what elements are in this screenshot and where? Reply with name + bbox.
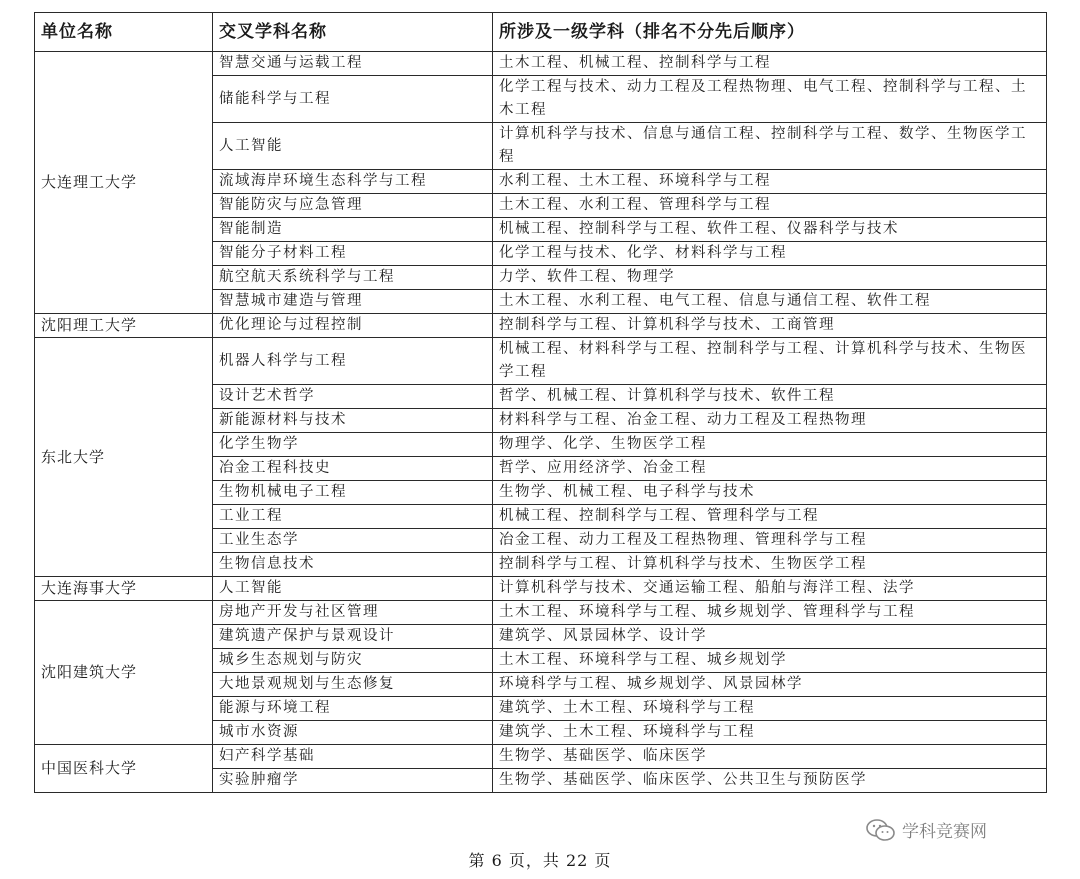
discipline-name-cell: 机器人科学与工程: [213, 338, 493, 385]
related-subjects-cell: 计算机科学与技术、交通运输工程、船舶与海洋工程、法学: [493, 577, 1047, 601]
discipline-name-cell: 建筑遗产保护与景观设计: [213, 625, 493, 649]
unit-name-cell: 大连理工大学: [35, 52, 213, 314]
table-row: [35, 601, 1047, 625]
header-related-subjects: 所涉及一级学科（排名不分先后顺序）: [493, 13, 1047, 52]
related-subjects-cell: 化学工程与技术、化学、材料科学与工程: [493, 242, 1047, 266]
table-row: [35, 745, 1047, 769]
related-subjects-cell: 化学工程与技术、动力工程及工程热物理、电气工程、控制科学与工程、土木工程: [493, 76, 1047, 123]
related-subjects-cell: 土木工程、环境科学与工程、城乡规划学、管理科学与工程: [493, 601, 1047, 625]
related-subjects-cell: 生物学、基础医学、临床医学: [493, 745, 1047, 769]
watermark: [866, 817, 987, 842]
discipline-name-cell: 实验肿瘤学: [213, 769, 493, 793]
wechat-icon: [866, 818, 896, 842]
related-subjects-cell: 机械工程、控制科学与工程、管理科学与工程: [493, 505, 1047, 529]
related-subjects-cell: 控制科学与工程、计算机科学与技术、工商管理: [493, 314, 1047, 338]
related-subjects-cell: 土木工程、环境科学与工程、城乡规划学: [493, 649, 1047, 673]
unit-name-cell: 沈阳理工大学: [35, 314, 213, 338]
table-row: [35, 577, 1047, 601]
related-subjects-cell: 土木工程、水利工程、电气工程、信息与通信工程、软件工程: [493, 290, 1047, 314]
header-discipline-name: 交叉学科名称: [213, 13, 493, 52]
discipline-name-cell: 人工智能: [213, 577, 493, 601]
disciplines-table: [34, 12, 1047, 793]
related-subjects-cell: 环境科学与工程、城乡规划学、风景园林学: [493, 673, 1047, 697]
discipline-name-cell: 工业工程: [213, 505, 493, 529]
discipline-name-cell: 化学生物学: [213, 433, 493, 457]
related-subjects-cell: 建筑学、风景园林学、设计学: [493, 625, 1047, 649]
discipline-name-cell: 设计艺术哲学: [213, 385, 493, 409]
page-footer: 第 6 页，共 22 页: [468, 851, 612, 870]
related-subjects-cell: 哲学、机械工程、计算机科学与技术、软件工程: [493, 385, 1047, 409]
discipline-name-cell: 冶金工程科技史: [213, 457, 493, 481]
discipline-name-cell: 生物机械电子工程: [213, 481, 493, 505]
unit-name-cell: 中国医科大学: [35, 745, 213, 793]
discipline-name-cell: 智慧城市建造与管理: [213, 290, 493, 314]
discipline-name-cell: 生物信息技术: [213, 553, 493, 577]
related-subjects-cell: 建筑学、土木工程、环境科学与工程: [493, 697, 1047, 721]
table-row: [35, 52, 1047, 76]
related-subjects-cell: 建筑学、土木工程、环境科学与工程: [493, 721, 1047, 745]
discipline-name-cell: 优化理论与过程控制: [213, 314, 493, 338]
discipline-name-cell: 新能源材料与技术: [213, 409, 493, 433]
discipline-name-cell: 工业生态学: [213, 529, 493, 553]
related-subjects-cell: 土木工程、水利工程、管理科学与工程: [493, 194, 1047, 218]
unit-name-cell: 东北大学: [35, 338, 213, 577]
discipline-name-cell: 能源与环境工程: [213, 697, 493, 721]
discipline-name-cell: 智能制造: [213, 218, 493, 242]
related-subjects-cell: 机械工程、材料科学与工程、控制科学与工程、计算机科学与技术、生物医学工程: [493, 338, 1047, 385]
related-subjects-cell: 冶金工程、动力工程及工程热物理、管理科学与工程: [493, 529, 1047, 553]
watermark-text: 学科竞赛网: [902, 822, 987, 842]
related-subjects-cell: 生物学、机械工程、电子科学与技术: [493, 481, 1047, 505]
discipline-name-cell: 储能科学与工程: [213, 76, 493, 123]
unit-name-cell: 大连海事大学: [35, 577, 213, 601]
discipline-name-cell: 流域海岸环境生态科学与工程: [213, 170, 493, 194]
discipline-name-cell: 智能分子材料工程: [213, 242, 493, 266]
related-subjects-cell: 水利工程、土木工程、环境科学与工程: [493, 170, 1047, 194]
table-row: [35, 314, 1047, 338]
related-subjects-cell: 土木工程、机械工程、控制科学与工程: [493, 52, 1047, 76]
discipline-name-cell: 大地景观规划与生态修复: [213, 673, 493, 697]
related-subjects-cell: 控制科学与工程、计算机科学与技术、生物医学工程: [493, 553, 1047, 577]
related-subjects-cell: 材料科学与工程、冶金工程、动力工程及工程热物理: [493, 409, 1047, 433]
table-header-row: [35, 13, 1047, 52]
discipline-name-cell: 航空航天系统科学与工程: [213, 266, 493, 290]
related-subjects-cell: 哲学、应用经济学、冶金工程: [493, 457, 1047, 481]
discipline-name-cell: 妇产科学基础: [213, 745, 493, 769]
related-subjects-cell: 力学、软件工程、物理学: [493, 266, 1047, 290]
header-unit-name: 单位名称: [35, 13, 213, 52]
discipline-name-cell: 智能防灾与应急管理: [213, 194, 493, 218]
discipline-name-cell: 房地产开发与社区管理: [213, 601, 493, 625]
related-subjects-cell: 机械工程、控制科学与工程、软件工程、仪器科学与技术: [493, 218, 1047, 242]
related-subjects-cell: 计算机科学与技术、信息与通信工程、控制科学与工程、数学、生物医学工程: [493, 123, 1047, 170]
discipline-name-cell: 人工智能: [213, 123, 493, 170]
discipline-name-cell: 城市水资源: [213, 721, 493, 745]
discipline-name-cell: 城乡生态规划与防灾: [213, 649, 493, 673]
unit-name-cell: 沈阳建筑大学: [35, 601, 213, 745]
related-subjects-cell: 生物学、基础医学、临床医学、公共卫生与预防医学: [493, 769, 1047, 793]
related-subjects-cell: 物理学、化学、生物医学工程: [493, 433, 1047, 457]
discipline-name-cell: 智慧交通与运载工程: [213, 52, 493, 76]
table-row: [35, 338, 1047, 385]
